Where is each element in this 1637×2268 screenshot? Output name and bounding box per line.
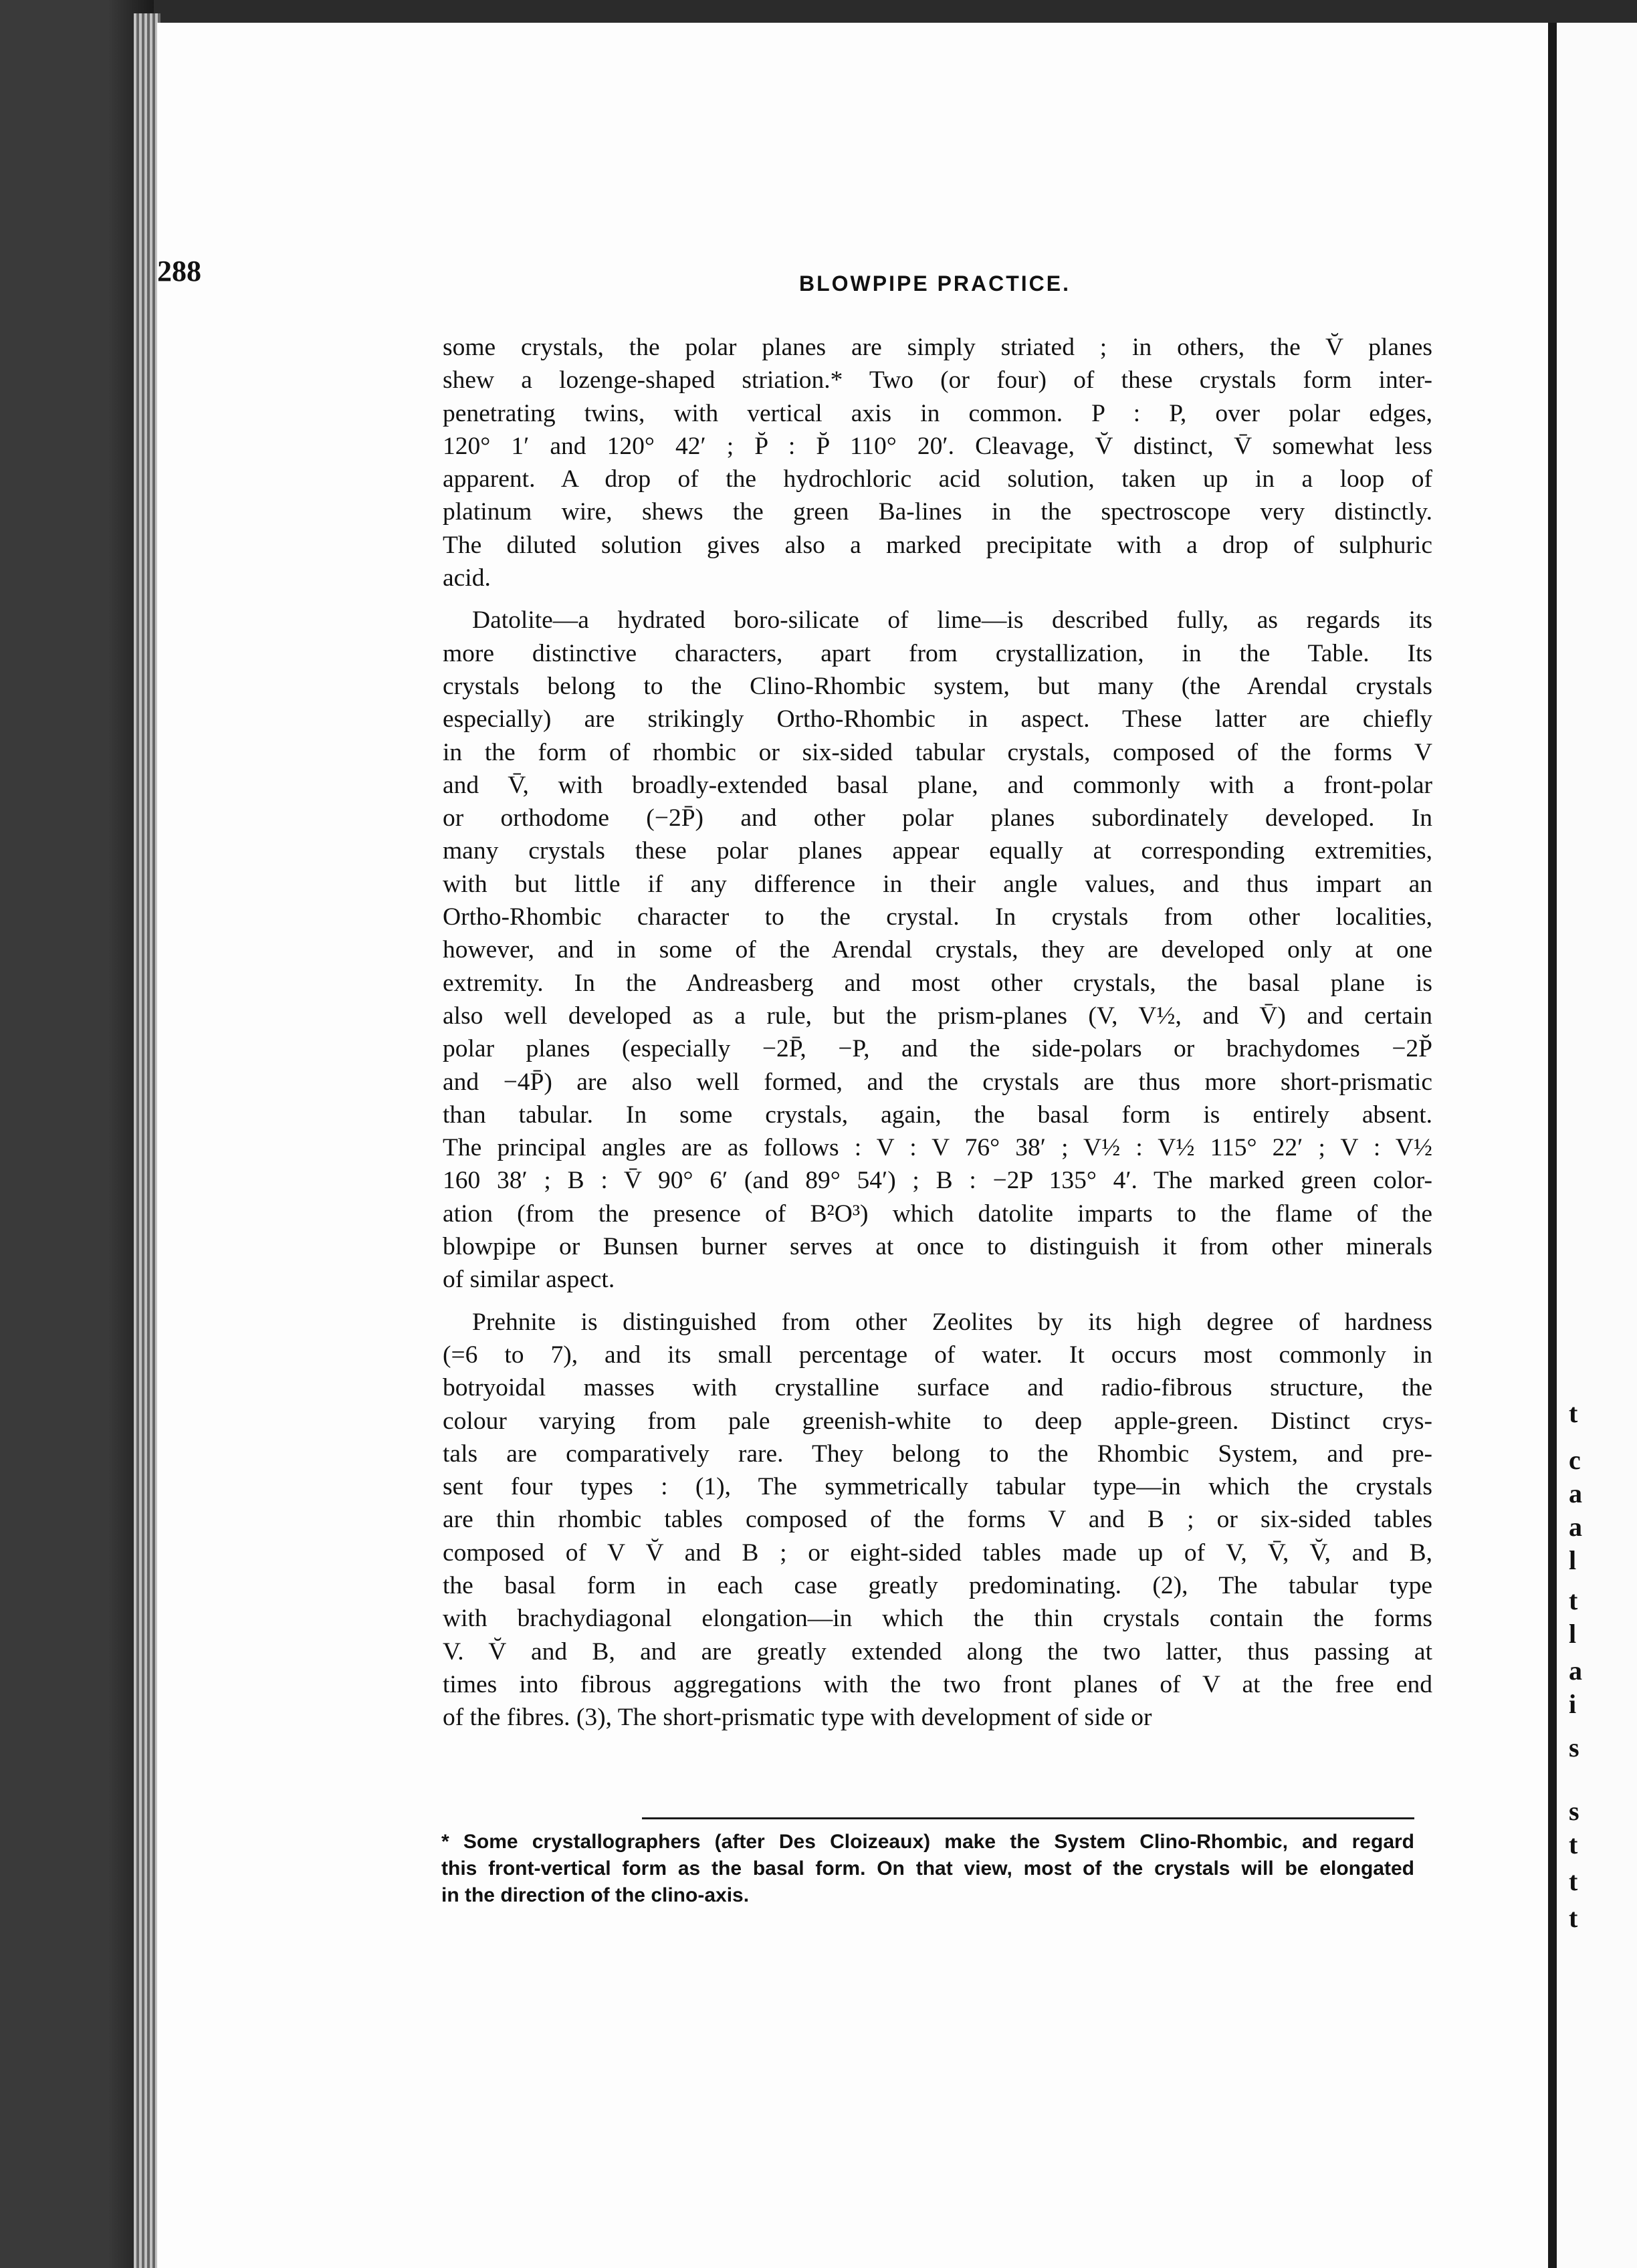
body-text xyxy=(443,331,1432,1743)
text-line: this front-vertical form as the basal form. On that view, most of the crystals will be elongated xyxy=(441,1857,1414,1880)
text-line: the basal form in each case greatly predominating. (2), The tabular type xyxy=(443,1571,1432,1599)
facing-page-fragment: a xyxy=(1569,1656,1582,1686)
footnote xyxy=(441,1829,1414,1909)
text-line: polar planes (especially −2P̄, −P, and the side-polars or brachydomes −2P̆ xyxy=(443,1035,1432,1063)
text-line: The principal angles are as follows : V : V 76° 38′ ; V½ : V½ 115° 22′ ; V : V½ xyxy=(443,1134,1432,1162)
text-line: extremity. In the Andreasberg and most other crystals, the basal plane is xyxy=(443,969,1432,997)
page-number: 288 xyxy=(157,255,201,288)
page-edges xyxy=(134,13,160,2268)
text-line: more distinctive characters, apart from crystallization, in the Table. Its xyxy=(443,639,1432,667)
paragraph-datolite xyxy=(443,604,1432,1296)
running-head: BLOWPIPE PRACTICE. xyxy=(799,271,1071,296)
facing-page-fragment: s xyxy=(1569,1732,1579,1763)
facing-page-fragment: l xyxy=(1569,1619,1577,1649)
text-line: Prehnite is distinguished from other Zeolites by its high degree of hardness xyxy=(472,1308,1432,1336)
text-line: 120° 1′ and 120° 42′ ; P̆ : P̆ 110° 20′. Cleavage, V̆ distinct, V̄ somewhat less xyxy=(443,432,1432,460)
facing-page-fragment: t xyxy=(1569,1398,1578,1428)
text-line: apparent. A drop of the hydrochloric acid solution, taken up in a loop of xyxy=(443,465,1432,493)
facing-page-fragment: a xyxy=(1569,1512,1582,1542)
text-line: than tabular. In some crystals, again, the basal form is entirely absent. xyxy=(443,1101,1432,1129)
text-line: of the fibres. (3), The short-prismatic type with development of side or xyxy=(443,1704,1152,1732)
text-line: ation (from the presence of B²O³) which datolite imparts to the flame of the xyxy=(443,1200,1432,1228)
text-line: many crystals these polar planes appear equally at corresponding extremities, xyxy=(443,837,1432,865)
paragraph-prehnite xyxy=(443,1306,1432,1734)
text-line: penetrating twins, with vertical axis in common. P : P, over polar edges, xyxy=(443,399,1432,427)
text-line: with but little if any difference in their angle values, and thus impart an xyxy=(443,870,1432,898)
text-line: platinum wire, shews the green Ba-lines in the spectroscope very distinctly. xyxy=(443,498,1432,526)
text-line: colour varying from pale greenish-white to deep apple-green. Distinct crys- xyxy=(443,1407,1432,1435)
text-line: however, and in some of the Arendal crystals, they are developed only at one xyxy=(443,936,1432,964)
text-line: * Some crystallographers (after Des Cloizeaux) make the System Clino-Rhombic, and regard xyxy=(441,1831,1414,1853)
text-line: 160 38′ ; B : V̄ 90° 6′ (and 89° 54′) ; B : −2P 135° 4′. The marked green color- xyxy=(443,1167,1432,1195)
text-line: some crystals, the polar planes are simply striated ; in others, the V̆ planes xyxy=(443,334,1432,361)
text-line: composed of V V̆ and B ; or eight-sided tables made up of V, V̄, V̆, and B, xyxy=(443,1539,1432,1567)
footnote-rule xyxy=(642,1817,1414,1819)
scan-binding xyxy=(0,0,154,2268)
text-line: times into fibrous aggregations with the two front planes of V at the free end xyxy=(443,1670,1432,1698)
text-line: are thin rhombic tables composed of the forms V and B ; or six-sided tables xyxy=(443,1506,1432,1534)
facing-page-fragment: t xyxy=(1569,1903,1578,1933)
text-line: and V̄, with broadly-extended basal plane, and commonly with a front-polar xyxy=(443,771,1432,799)
text-line: and −4P̄) are also well formed, and the crystals are thus more short-prismatic xyxy=(443,1068,1432,1096)
text-line: (=6 to 7), and its small percentage of water. It occurs most commonly in xyxy=(443,1341,1432,1369)
text-line: crystals belong to the Clino-Rhombic system, but many (the Arendal crystals xyxy=(443,672,1432,700)
text-line: Ortho-Rhombic character to the crystal. In crystals from other localities, xyxy=(443,903,1432,931)
text-line: blowpipe or Bunsen burner serves at once to distinguish it from other minerals xyxy=(443,1233,1432,1261)
text-line: tals are comparatively rare. They belong to the Rhombic System, and pre- xyxy=(443,1440,1432,1468)
facing-page-fragment: l xyxy=(1569,1545,1577,1575)
text-line: botryoidal masses with crystalline surface and radio-fibrous structure, the xyxy=(443,1374,1432,1402)
text-line: or orthodome (−2P̄) and other polar planes subordinately developed. In xyxy=(443,804,1432,832)
gutter xyxy=(1548,23,1557,2268)
paragraph-barium xyxy=(443,331,1432,594)
text-line: especially) are strikingly Ortho-Rhombic in aspect. These latter are chiefly xyxy=(443,705,1432,733)
text-line: shew a lozenge-shaped striation.* Two (or four) of these crystals form inter- xyxy=(443,366,1432,394)
text-line: The diluted solution gives also a marked precipitate with a drop of sulphuric xyxy=(443,531,1432,559)
text-line: acid. xyxy=(443,564,491,592)
facing-page-fragment: t xyxy=(1569,1829,1578,1859)
text-line: sent four types : (1), The symmetrically tabular type—in which the crystals xyxy=(443,1473,1432,1501)
facing-page-fragment: s xyxy=(1569,1796,1579,1826)
text-line: in the form of rhombic or six-sided tabular crystals, composed of the forms V xyxy=(443,738,1432,766)
facing-page-fragment: a xyxy=(1569,1478,1582,1508)
text-line: of similar aspect. xyxy=(443,1266,615,1294)
facing-page-fragment: t xyxy=(1569,1866,1578,1896)
facing-page-strip xyxy=(1557,23,1637,2268)
text-line: with brachydiagonal elongation—in which the thin crystals contain the forms xyxy=(443,1605,1432,1633)
facing-page-fragment: c xyxy=(1569,1445,1581,1475)
facing-page-fragment: t xyxy=(1569,1585,1578,1615)
text-line: also well developed as a rule, but the prism-planes (V, V½, and V̄) and certain xyxy=(443,1002,1432,1030)
text-line: in the direction of the clino-axis. xyxy=(441,1884,750,1906)
text-line: V. V̆ and B, and are greatly extended along the two latter, thus passing at xyxy=(443,1637,1432,1666)
text-line: Datolite—a hydrated boro-silicate of lime—is described fully, as regards its xyxy=(472,606,1432,635)
facing-page-fragment: i xyxy=(1569,1689,1577,1719)
